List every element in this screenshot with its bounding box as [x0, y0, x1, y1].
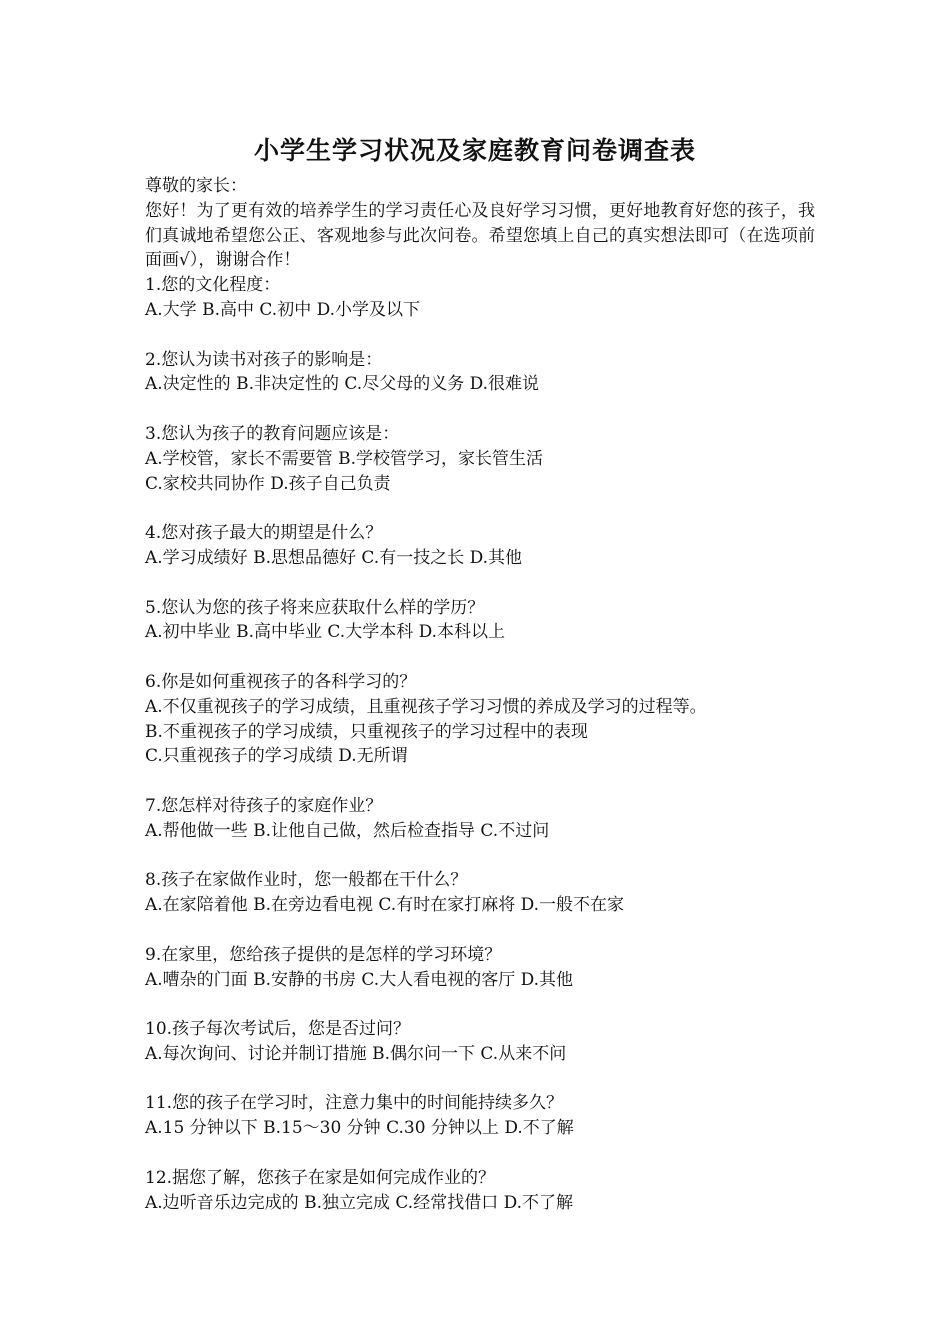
question-options: A.帮他做一些 B.让他自己做，然后检查指导 C.不过问 — [145, 820, 550, 841]
question-options: A.决定性的 B.非决定性的 C.尽父母的义务 D.很难说 — [145, 374, 540, 395]
question-options: A.15 分钟以下 B.15～30 分钟 C.30 分钟以上 D.不了解 — [145, 1118, 574, 1139]
question-2 — [145, 348, 815, 398]
question-options: A.学校管，家长不需要管 B.学校管学习，家长管生活 — [145, 448, 543, 469]
document-body — [145, 174, 815, 1240]
question-options: C.只重视孩子的学习成绩 D.无所谓 — [145, 746, 408, 767]
question-options: A.边听音乐边完成的 B.独立完成 C.经常找借口 D.不了解 — [145, 1192, 574, 1213]
question-8 — [145, 868, 815, 918]
greeting: 尊敬的家长： — [145, 176, 247, 196]
question-text: 5.您认为您的孩子将来应获取什么样的学历？ — [145, 597, 485, 618]
question-7 — [145, 794, 815, 844]
question-options: A.不仅重视孩子的学习成绩，且重视孩子学习习惯的养成及学习的过程等。 — [145, 696, 707, 717]
question-options: A.嘈杂的门面 B.安静的书房 C.大人看电视的客厅 D.其他 — [145, 969, 574, 990]
question-options: A.初中毕业 B.高中毕业 C.大学本科 D.本科以上 — [145, 622, 506, 643]
question-5 — [145, 596, 815, 646]
question-options: C.家校共同协作 D.孩子自己负责 — [145, 473, 391, 494]
question-text: 4.您对孩子最大的期望是什么？ — [145, 523, 383, 544]
question-3 — [145, 422, 815, 496]
document-title: 小学生学习状况及家庭教育问卷调查表 — [253, 136, 696, 165]
intro-paragraph: 您好！为了更有效的培养学生的学习责任心及良好学习习惯，更好地教育好您的孩子，我们真诚地希望您公正、客观地参与此次问卷。希望您填上自己的真实想法即可（在选项前面画√），谢谢合作！ — [145, 200, 815, 271]
question-options: A.学习成绩好 B.思想品德好 C.有一技之长 D.其他 — [145, 547, 523, 568]
question-options: A.在家陪着他 B.在旁边看电视 C.有时在家打麻将 D.一般不在家 — [145, 895, 625, 916]
question-list — [145, 273, 815, 1215]
question-1 — [145, 273, 815, 323]
question-12 — [145, 1166, 815, 1216]
question-options: B.不重视孩子的学习成绩，只重视孩子的学习过程中的表现 — [145, 721, 588, 742]
question-text: 9.在家里，您给孩子提供的是怎样的学习环境？ — [145, 944, 502, 965]
question-text: 11.您的孩子在学习时，注意力集中的时间能持续多久？ — [145, 1093, 564, 1114]
question-11 — [145, 1091, 815, 1141]
question-text: 10.孩子每次考试后，您是否过问？ — [145, 1019, 411, 1040]
question-text: 1.您的文化程度： — [145, 275, 281, 296]
question-options: A.每次询问、讨论并制订措施 B.偶尔问一下 C.从来不问 — [145, 1043, 567, 1064]
question-10 — [145, 1017, 815, 1067]
question-text: 6.你是如何重视孩子的各科学习的？ — [145, 671, 417, 692]
question-text: 3.您认为孩子的教育问题应该是： — [145, 423, 400, 444]
question-text: 2.您认为读书对孩子的影响是： — [145, 349, 383, 370]
question-text: 8.孩子在家做作业时，您一般都在干什么？ — [145, 870, 468, 891]
question-4 — [145, 521, 815, 571]
question-options: A.大学 B.高中 C.初中 D.小学及以下 — [145, 299, 421, 320]
question-text: 12.据您了解，您孩子在家是如何完成作业的？ — [145, 1167, 496, 1188]
question-text: 7.您怎样对待孩子的家庭作业？ — [145, 795, 383, 816]
question-6 — [145, 670, 815, 769]
question-9 — [145, 943, 815, 993]
